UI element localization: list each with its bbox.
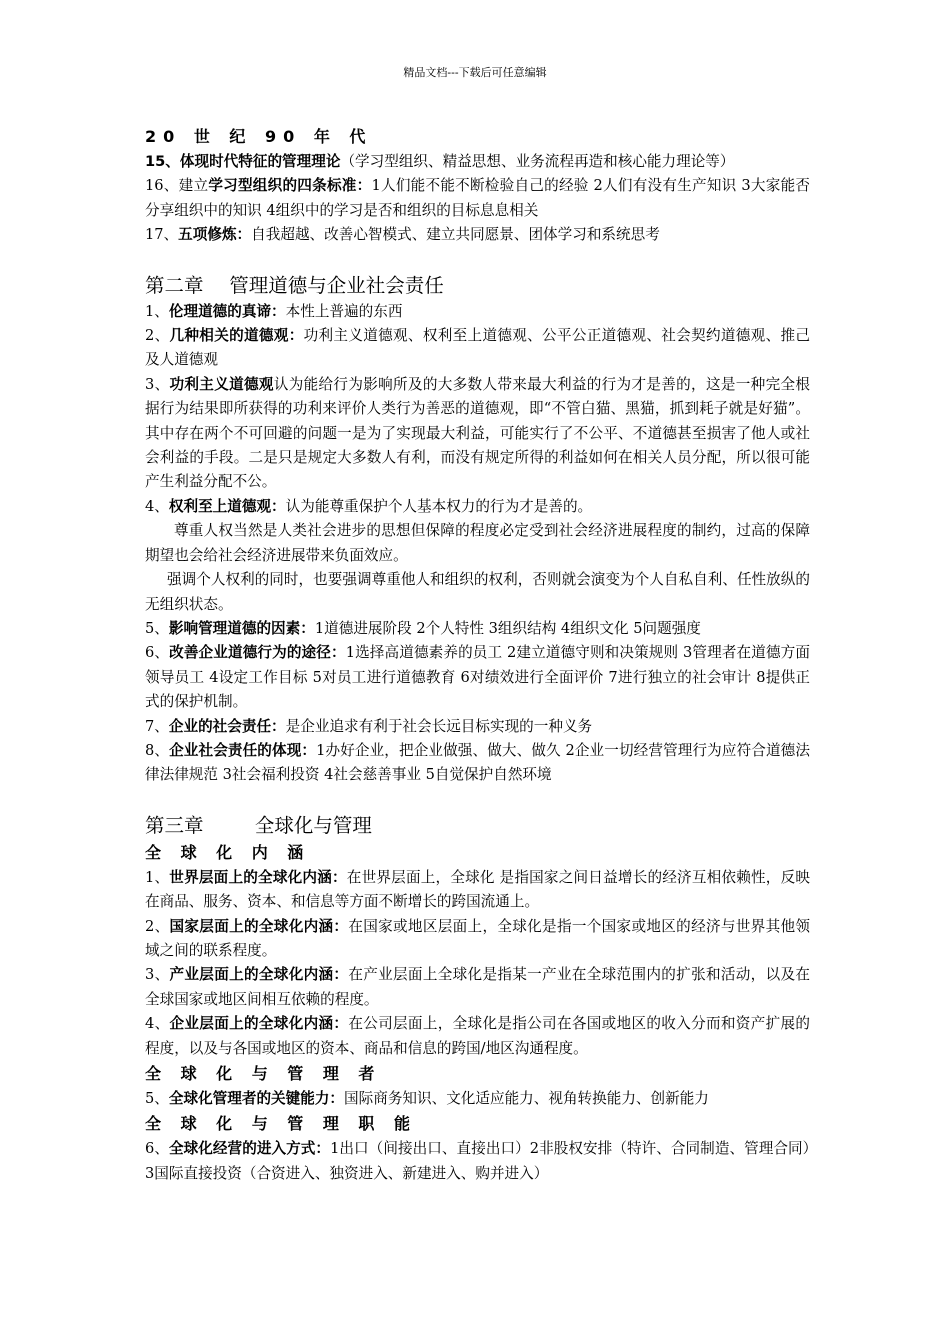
- ch3-item-2-prefix: 2、: [145, 917, 170, 935]
- ch3-item-4-term: 企业层面上的全球化内涵：: [169, 1015, 349, 1033]
- ch3-item-1: [145, 866, 810, 915]
- chapter-3-title: 第三章 全球化与管理: [145, 813, 372, 837]
- ch3-item-5-prefix: 5、: [145, 1090, 169, 1107]
- ch3-item-5: [145, 1087, 810, 1111]
- ch2-item-7-term: 企业的社会责任：: [168, 717, 286, 735]
- ch3-item-5-term: 全球化管理者的关键能力：: [168, 1090, 345, 1107]
- ch3-item-3-prefix: 3、: [145, 966, 170, 984]
- ch2-item-6-term: 改善企业道德行为的途径：: [169, 644, 346, 662]
- ch2-item-3-term: 功利主义道德观: [169, 375, 274, 393]
- section-heading-globalization-meaning: 全 球 化 内 涵: [145, 842, 311, 862]
- ch2-paragraph-human-rights: 尊重人权当然是人类社会进步的思想但保障的程度必定受到社会经济进展程度的制约，过高的保障期望也会给社会经济进展带来负面效应。: [145, 522, 810, 564]
- ch3-item-2: [145, 915, 810, 964]
- ch3-item-6-body: 1出口（间接出口、直接出口）2非股权安排（特许、合同制造、管理合同）3国际直接投资（合资进入、独资进入、新建进入、购并进入）: [145, 1140, 810, 1182]
- item-16: [145, 174, 810, 223]
- ch2-item-6-body: 1选择高道德素养的员工 2建立道德守则和决策规则 3管理者在道德方面领导员工 4设定工作目标 5对员工进行道德教育 6对绩效进行全面评价 7进行独立的社会审计 8提供正式的保护机制。: [145, 644, 810, 711]
- ch3-item-4-body: 在公司层面上，全球化是指公司在各国或地区的收入分而和资产扩展的程度，以及与各国或地区的资本、商品和信息的跨国/地区沟通程度。: [145, 1015, 810, 1057]
- ch3-item-1-body: 在世界层面上，全球化 是指国家之间日益增长的经济互相依赖性，反映在商品、服务、资本、和信息等方面不断增长的跨国流通上。: [145, 868, 810, 911]
- ch2-item-3-body: 认为能给行为影响所及的大多数人带来最大利益的行为才是善的，这是一种完全根据行为结果即所获得的功利来评价人类行为善恶的道德观，即“不管白猫、黑猫，抓到耗子就是好猫”。其中存在两个不可回避的问题一是为了实现最大利益，可能实行了不公平、不道德甚至损害了他人或社会利益的手段。二是只是规定大多数人有利，而没有规定所得的利益如何在相关人员分配，所以很可能产生利益分配不公。: [145, 375, 810, 491]
- ch2-item-5-term: 影响管理道德的因素：: [168, 619, 315, 637]
- ch3-item-4-prefix: 4、: [145, 1015, 170, 1033]
- section-heading-globalization-functions: 全 球 化 与 管 理 职 能: [145, 1114, 417, 1134]
- ch2-item-3: [145, 373, 810, 495]
- ch2-item-5-body: 1道德进展阶段 2个人特性 3组织结构 4组织文化 5问题强度: [314, 619, 701, 637]
- ch3-item-6: [145, 1137, 810, 1186]
- ch2-item-8-body: 1办好企业，把企业做强、做大、做久 2企业一切经营管理行为应符合道德法律法律规范 3社会福利投资 4社会慈善事业 5自觉保护自然环境: [145, 741, 810, 784]
- ch3-item-3: [145, 963, 810, 1012]
- ch2-item-1-prefix: 1、: [145, 302, 169, 320]
- ch2-item-5: [145, 617, 810, 641]
- ch2-item-2-term: 几种相关的道德观：: [169, 327, 304, 345]
- ch3-item-3-body: 在产业层面上全球化是指某一产业在全球范围内的扩张和活动，以及在全球国家或地区间相互依赖的程度。: [145, 966, 810, 1008]
- ch3-item-4: [145, 1012, 810, 1061]
- ch2-item-6: [145, 641, 810, 714]
- ch2-item-7-body: 是企业追求有利于社会长远目标实现的一种义务: [285, 717, 593, 735]
- ch3-item-2-body: 在国家或地区层面上，全球化是指一个国家或地区的经济与世界其他领域之间的联系程度。: [145, 917, 810, 959]
- item-17-prefix: 17、: [145, 226, 179, 244]
- item-16-prefix: 16、建立: [145, 177, 209, 195]
- ch2-item-2-body: 功利主义道德观、权利至上道德观、公平公正道德观、社会契约道德观、推己及人道德观: [145, 327, 810, 369]
- ch3-item-3-term: 产业层面上的全球化内涵：: [169, 966, 349, 984]
- item-17-body: 自我超越、改善心智模式、建立共同愿景、团体学习和系统思考: [251, 226, 660, 244]
- ch2-item-3-prefix: 3、: [145, 375, 170, 393]
- ch3-item-1-prefix: 1、: [145, 868, 170, 886]
- ch2-item-4: [145, 495, 810, 519]
- ch2-item-8-term: 企业社会责任的体现：: [169, 741, 317, 759]
- ch2-item-8-prefix: 8、: [145, 741, 170, 759]
- item-15-body: （学习型组织、精益思想、业务流程再造和核心能力理论等）: [340, 153, 735, 170]
- ch2-item-6-prefix: 6、: [145, 644, 170, 662]
- ch3-item-6-term: 全球化经营的进入方式：: [168, 1140, 331, 1158]
- item-15-term: 15、体现时代特征的管理理论: [145, 153, 341, 170]
- item-16-term: 学习型组织的四条标准：: [208, 177, 372, 195]
- ch2-item-7-prefix: 7、: [145, 717, 169, 735]
- section-heading-1990s: 20 世 纪 90 年 代: [145, 127, 373, 146]
- section-heading-globalization-managers: 全 球 化 与 管 理 者: [145, 1064, 382, 1083]
- document-body: [145, 124, 810, 1186]
- ch3-item-6-prefix: 6、: [145, 1140, 169, 1158]
- ch2-item-7: [145, 715, 810, 739]
- item-17: [145, 223, 810, 247]
- ch3-item-1-term: 世界层面上的全球化内涵：: [169, 868, 347, 886]
- ch2-item-4-prefix: 4、: [145, 497, 169, 515]
- item-17-term: 五项修炼：: [178, 226, 252, 244]
- ch2-item-5-prefix: 5、: [145, 619, 169, 637]
- ch2-item-8: [145, 739, 810, 788]
- page-header: 精品文档---下载后可任意编辑: [403, 66, 547, 79]
- item-16-body: 1人们能不能不断检验自己的经验 2人们有没有生产知识 3大家能否分享组织中的知识 4组织中的学习是否和组织的目标息息相关: [145, 177, 810, 219]
- ch2-item-1-body: 本性上普遍的东西: [285, 302, 403, 320]
- ch2-paragraph-individual-rights: 强调个人权利的同时，也要强调尊重他人和组织的权利，否则就会演变为个人自私自利、任性放纵的无组织状态。: [145, 571, 810, 613]
- ch2-item-1-term: 伦理道德的真谛：: [168, 302, 286, 320]
- ch3-item-5-body: 国际商务知识、文化适应能力、视角转换能力、创新能力: [344, 1090, 709, 1107]
- ch2-item-2: [145, 324, 810, 373]
- ch3-item-2-term: 国家层面上的全球化内涵：: [169, 917, 349, 935]
- ch2-item-1: [145, 300, 810, 324]
- item-15: [145, 150, 810, 174]
- ch2-item-4-term: 权利至上道德观：: [168, 497, 286, 515]
- chapter-2-title: 第二章 管理道德与企业社会责任: [145, 273, 444, 297]
- ch2-item-4-body: 认为能尊重保护个人基本权力的行为才是善的。: [285, 497, 593, 515]
- ch2-item-2-prefix: 2、: [145, 327, 170, 345]
